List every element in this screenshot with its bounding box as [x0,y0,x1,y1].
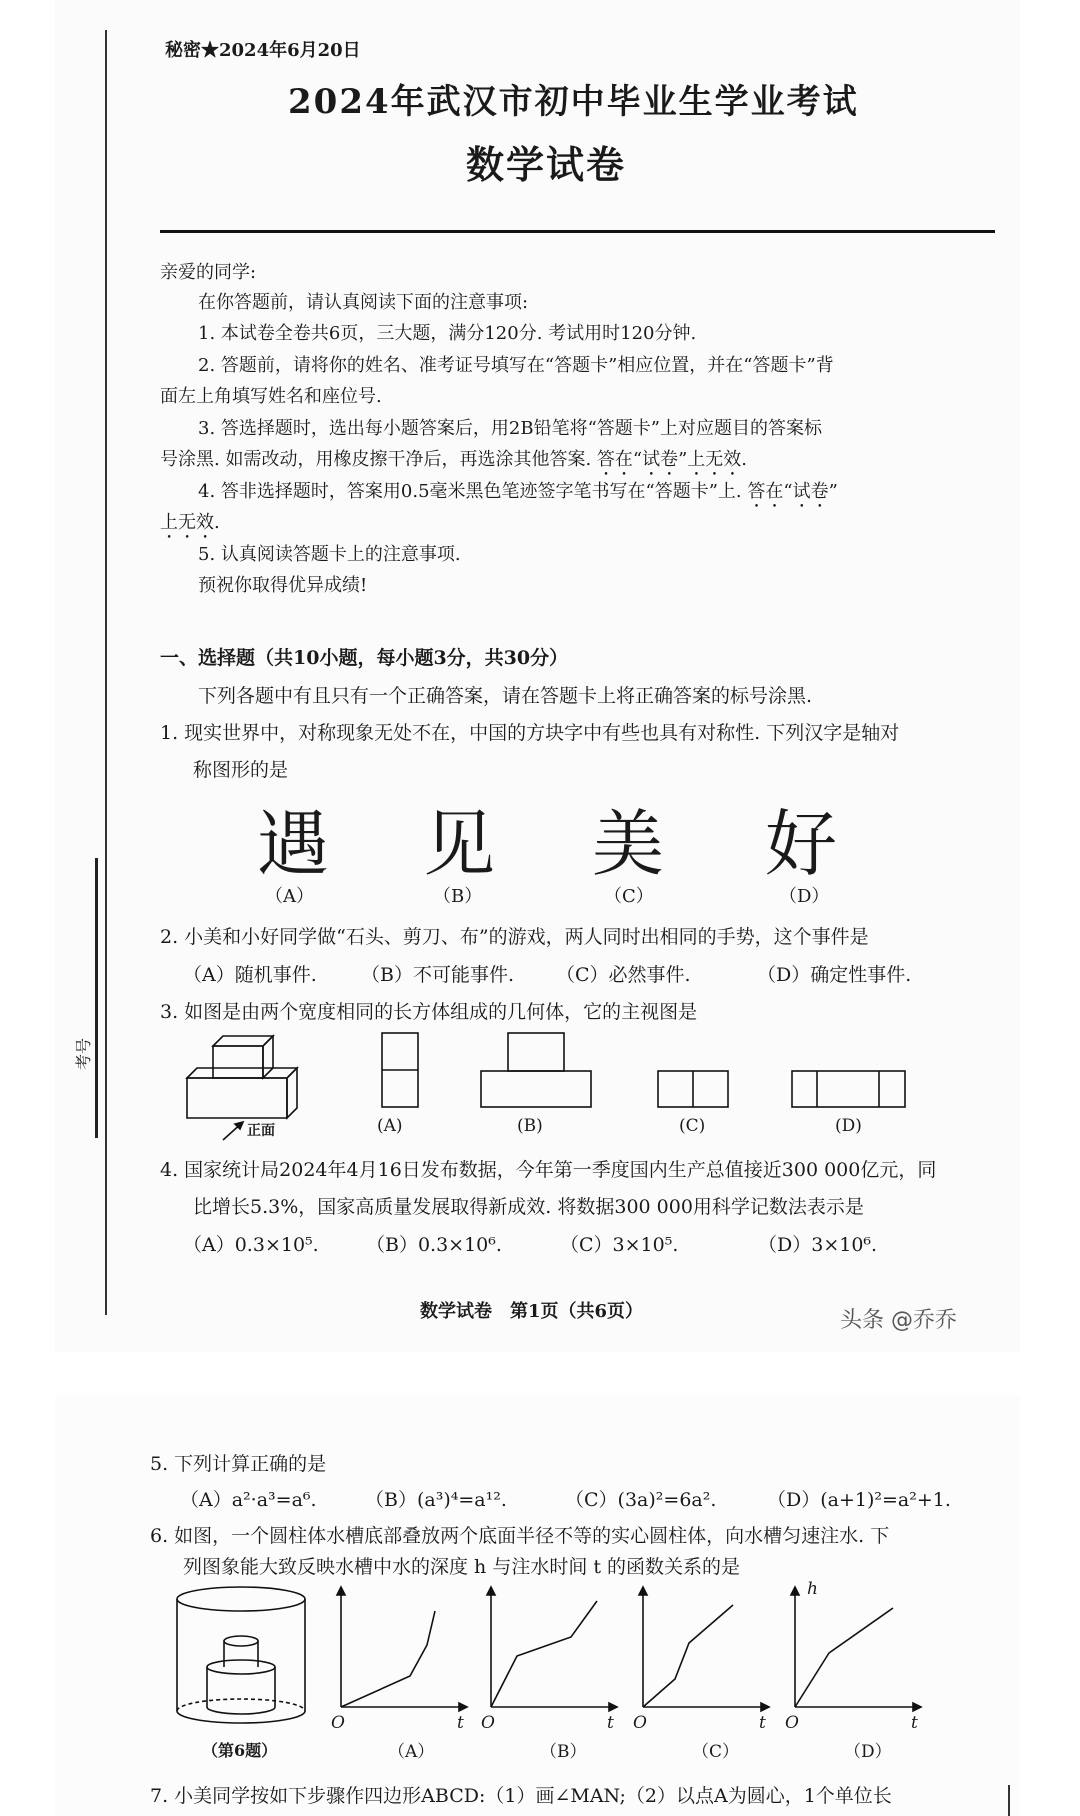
q2-option-a: （A）随机事件. [183,964,317,986]
q2-option-b: （B）不可能事件. [361,964,515,986]
q3-label-c: (C) [679,1116,706,1136]
q1-label-d: （D） [779,886,830,907]
q1-char-d: 好 [765,802,838,886]
note-3a: 3. 答选择题时，选出每小题答案后，用2B铅笔将“答题卡”上对应题目的答案标 [198,418,822,439]
q6-label-a: （A） [388,1742,435,1762]
q3-front-label: 正面 [247,1123,275,1139]
q6-graph-a-t: t [457,1713,464,1733]
greeting: 亲爱的同学: [160,262,257,283]
note-4a-text: 4. 答非选择题时，答案用0.5毫米黑色笔迹签字笔书写在“答题卡”上. [198,481,748,502]
q6-graph-d-origin: O [785,1713,799,1733]
q4-line1: 4. 国家统计局2024年4月16日发布数据，今年第一季度国内生产总值接近300 000亿元，同 [160,1159,937,1181]
q6-graph-b-t: t [607,1713,614,1733]
q6-line2: 列图象能大致反映水槽中水的深度 h 与注水时间 t 的函数关系的是 [183,1556,741,1578]
watermark: 头条 @乔乔 [840,1308,957,1333]
q6-label-d: （D） [844,1742,892,1762]
q5-option-b: （B）(a³)⁴=a¹². [365,1489,507,1511]
note-2a: 2. 答题前，请将你的姓名、准考证号填写在“答题卡”相应位置，并在“答题卡”背 [198,355,834,376]
section1-instruction: 下列各题中有且只有一个正确答案，请在答题卡上将正确答案的标号涂黑. [198,685,813,707]
q6-graph-c [637,1583,777,1723]
page-footer: 数学试卷 第1页（共6页） [420,1301,644,1322]
q2-option-c: （C）必然事件. [556,964,691,986]
q1-char-c: 美 [592,802,665,886]
q6-graph-b [485,1583,625,1723]
q6-label-b: （B） [540,1742,587,1762]
q4-line2: 比增长5.3%，国家高质量发展取得新成效. 将数据300 000用科学记数法表示是 [193,1196,864,1218]
q4-option-b: （B）0.3×10⁶. [366,1234,502,1256]
exam-page-2 [55,1395,1020,1816]
q6-line1: 6. 如图，一个圆柱体水槽底部叠放两个底面半径不等的实心圆柱体，向水槽匀速注水. 下 [150,1525,890,1547]
q4-option-d: （D）3×10⁶. [758,1234,878,1256]
exam-page-1 [55,0,1020,1352]
q1-char-b: 见 [423,802,496,886]
q6-tank-figure [173,1585,313,1735]
q6-graph-d [789,1583,929,1723]
note-3b-emphasis: 答在“试卷”上无效. [596,449,748,470]
note-3b [160,445,747,480]
q6-graph-c-t: t [759,1713,766,1733]
note-5: 5. 认真阅读答题卡上的注意事项. [198,544,461,565]
paper-title: 数学试卷 [466,142,627,187]
title-divider [160,230,995,233]
q1-label-c: （C） [604,886,654,907]
section1-heading: 一、选择题（共10小题，每小题3分，共30分） [160,647,569,669]
q1-char-a: 遇 [257,802,330,886]
q5-option-c: （C）(3a)²=6a². [565,1489,717,1511]
binding-line-thick [95,858,98,1138]
q1-line2: 称图形的是 [193,759,289,781]
note-2b: 面左上角填写姓名和座位号. [160,386,382,407]
q5-option-a: （A）a²·a³=a⁶. [180,1489,317,1511]
q6-graph-b-origin: O [481,1713,495,1733]
q6-figure-label: （第6题） [202,1741,278,1760]
page2-binding-line [1008,1785,1010,1816]
q6-label-c: （C） [692,1742,740,1762]
q3-label-a: (A) [377,1116,403,1136]
q6-graph-a-origin: O [331,1713,345,1733]
q2-stem: 2. 小美和小好同学做“石头、剪刀、布”的游戏，两人同时出相同的手势，这个事件是 [160,926,869,948]
q1-label-a: （A） [265,886,314,907]
note-1: 1. 本试卷全卷共6页，三大题，满分120分. 考试用时120分钟. [198,323,697,344]
q4-option-c: （C）3×10⁵. [560,1234,679,1256]
q2-option-d: （D）确定性事件. [757,964,912,986]
q7-line1: 7. 小美同学按如下步骤作四边形ABCD:（1）画∠MAN;（2）以点A为圆心，1个单位长 [150,1785,892,1807]
note-3b-text: 号涂黑. 如需改动，用橡皮擦干净后，再选涂其他答案. [160,449,597,470]
margin-label: 考号 [74,1037,93,1070]
q5-stem: 5. 下列计算正确的是 [150,1453,327,1475]
q3-view-b [480,1032,595,1112]
q3-view-d [791,1070,909,1110]
q1-label-b: （B） [433,886,483,907]
binding-line [105,30,107,1315]
q4-option-a: （A）0.3×10⁵. [183,1234,319,1256]
q6-graph-d-t: t [911,1713,918,1733]
confidential-date: 秘密★2024年6月20日 [165,40,361,61]
wish: 预祝你取得优异成绩! [198,575,368,596]
exam-title: 2024年武汉市初中毕业生学业考试 [288,82,859,122]
note-4a [198,477,838,512]
q3-label-b: (B) [517,1116,543,1136]
q3-stem: 3. 如图是由两个宽度相同的长方体组成的几何体，它的主视图是 [160,1001,698,1023]
q6-graph-c-origin: O [633,1713,647,1733]
q6-graph-a [335,1583,475,1723]
q3-view-a [381,1032,421,1112]
q3-view-c [657,1070,732,1110]
q5-option-d: （D）(a+1)²=a²+1. [767,1489,951,1511]
note-4b: 上无效. [160,512,220,533]
q3-label-d: (D) [835,1116,862,1136]
intro: 在你答题前，请认真阅读下面的注意事项: [198,292,529,313]
q6-graph-d-h: h [807,1579,818,1599]
note-4a-emphasis: 答在“试卷” [747,481,838,502]
q1-line1: 1. 现实世界中，对称现象无处不在，中国的方块字中有些也具有对称性. 下列汉字是轴对 [160,722,900,744]
